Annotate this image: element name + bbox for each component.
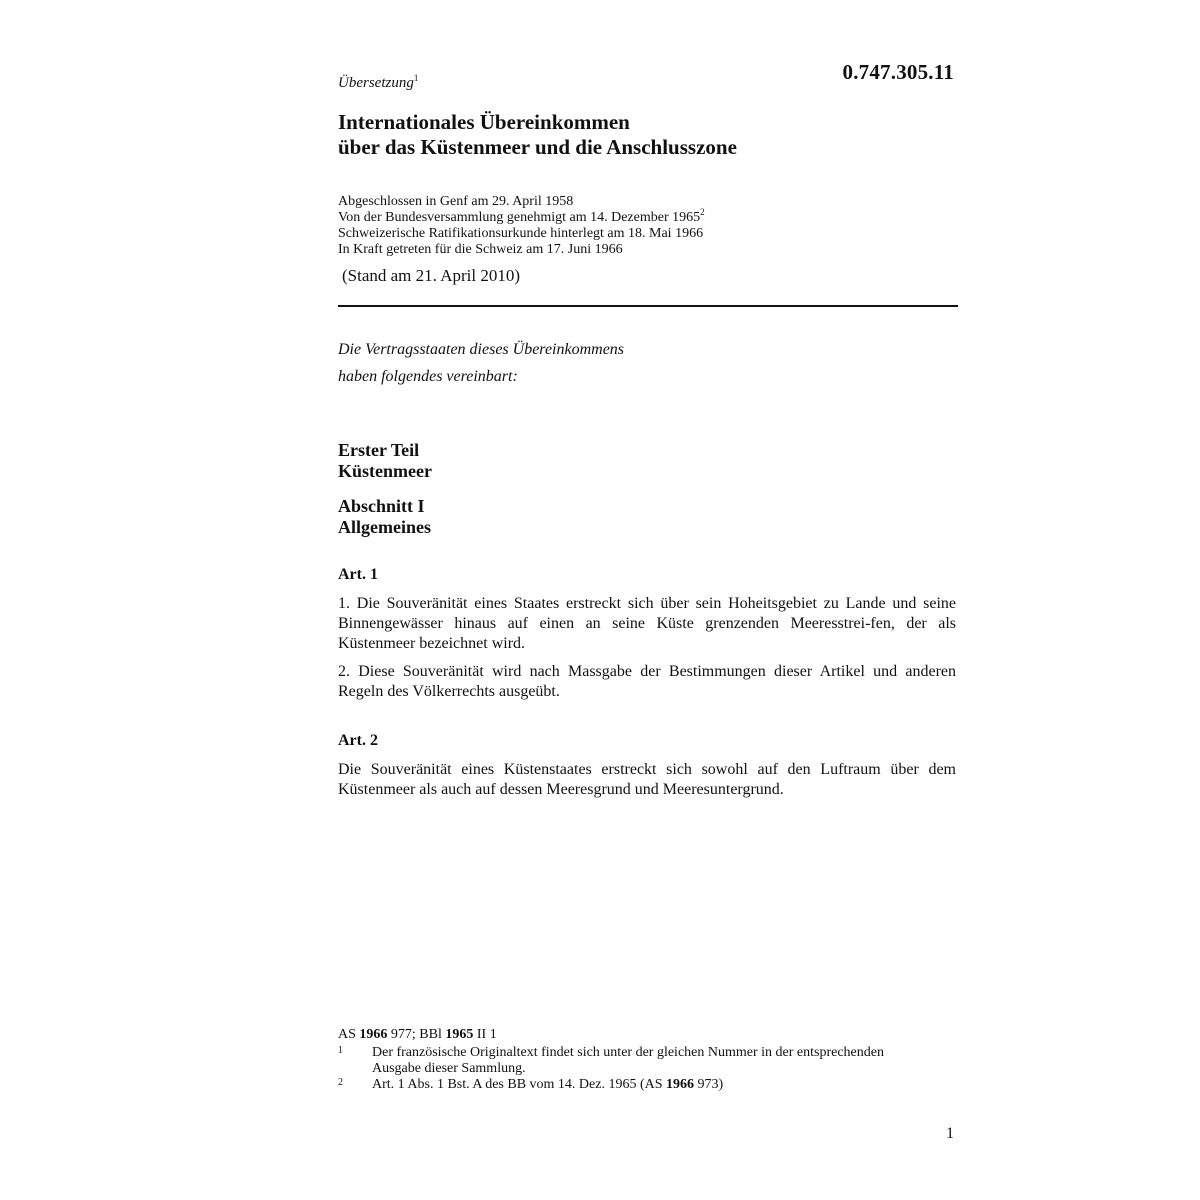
preamble-line-2: haben folgendes vereinbart:	[338, 368, 518, 385]
as-suffix: II 1	[473, 1027, 497, 1042]
footnote-2-number: 2	[338, 1077, 343, 1088]
article-1-paragraph-1: 1. Die Souveränität eines Staates erstreckt sich über sein Hoheitsgebiet zu Lande und seine Binnengewässer hinaus auf einen an seine Küste grenzenden Meeresstrei-fen, der als Küstenmeer bezeichnet wird.	[338, 595, 956, 652]
article-2-paragraph-1: Die Souveränität eines Küstenstaates erstreckt sich sowohl auf den Luftraum über dem Küstenmeer als auch auf dessen Meeresgrund und Meeresuntergrund.	[338, 761, 956, 798]
part-heading	[338, 440, 956, 482]
section-heading	[338, 496, 956, 538]
footnote-1-number: 1	[338, 1045, 343, 1056]
as-prefix: AS	[338, 1027, 360, 1042]
page-number: 1	[946, 1125, 954, 1142]
as-middle: 977; BBl	[387, 1027, 446, 1042]
title-line-2: über das Küstenmeer und die Anschlusszone	[338, 135, 737, 159]
preamble-line-1: Die Vertragsstaaten dieses Übereinkommens	[338, 341, 625, 358]
part-label: Erster Teil	[338, 440, 420, 460]
footnotes	[338, 1027, 898, 1093]
footnote-ref-2: 2	[700, 207, 705, 217]
part-name: Küstenmeer	[338, 461, 432, 481]
as-year: 1966	[359, 1027, 388, 1042]
translation-label	[338, 75, 956, 92]
bbl-year: 1965	[445, 1027, 474, 1042]
article-1-paragraph-2: 2. Diese Souveränität wird nach Massgabe der Bestimmungen dieser Artikel und anderen Regeln des Völkerrechts ausgeübt.	[338, 663, 956, 700]
footnote-1	[338, 1045, 898, 1077]
section-label: Abschnitt I	[338, 496, 425, 516]
header-divider	[338, 305, 958, 307]
article-2-title: Art. 2	[338, 732, 378, 749]
sr-number: 0.747.305.11	[842, 60, 954, 84]
footnote-ref-1: 1	[413, 73, 419, 83]
footnote-2-text-post: 973)	[694, 1077, 724, 1092]
meta-ratified: Schweizerische Ratifikationsurkunde hinterlegt am 18. Mai 1966	[338, 226, 704, 241]
preamble	[338, 336, 956, 390]
official-collection-reference	[338, 1027, 898, 1043]
footnote-2-text-bold: 1966	[666, 1077, 695, 1092]
footnote-1-text: Der französische Originaltext findet sich unter der gleichen Nummer in der entsprechenden Ausgabe dieser Sammlung.	[372, 1045, 884, 1076]
section-name: Allgemeines	[338, 517, 431, 537]
footnote-2-text-pre: Art. 1 Abs. 1 Bst. A des BB vom 14. Dez. 1965 (AS	[372, 1077, 667, 1092]
meta-in-force: In Kraft getreten für die Schweiz am 17. Juni 1966	[338, 242, 623, 257]
translation-label-text: Übersetzung	[338, 75, 414, 91]
document-metadata	[338, 194, 956, 258]
title-line-1: Internationales Übereinkommen	[338, 110, 630, 134]
meta-approved	[338, 207, 956, 226]
article-1-title: Art. 1	[338, 566, 378, 583]
document-title	[338, 110, 956, 160]
meta-approved-text: Von der Bundesversammlung genehmigt am 14. Dezember 1965	[338, 210, 701, 225]
footnote-2	[338, 1077, 898, 1093]
meta-concluded: Abgeschlossen in Genf am 29. April 1958	[338, 194, 574, 209]
status-date: (Stand am 21. April 2010)	[342, 266, 521, 285]
